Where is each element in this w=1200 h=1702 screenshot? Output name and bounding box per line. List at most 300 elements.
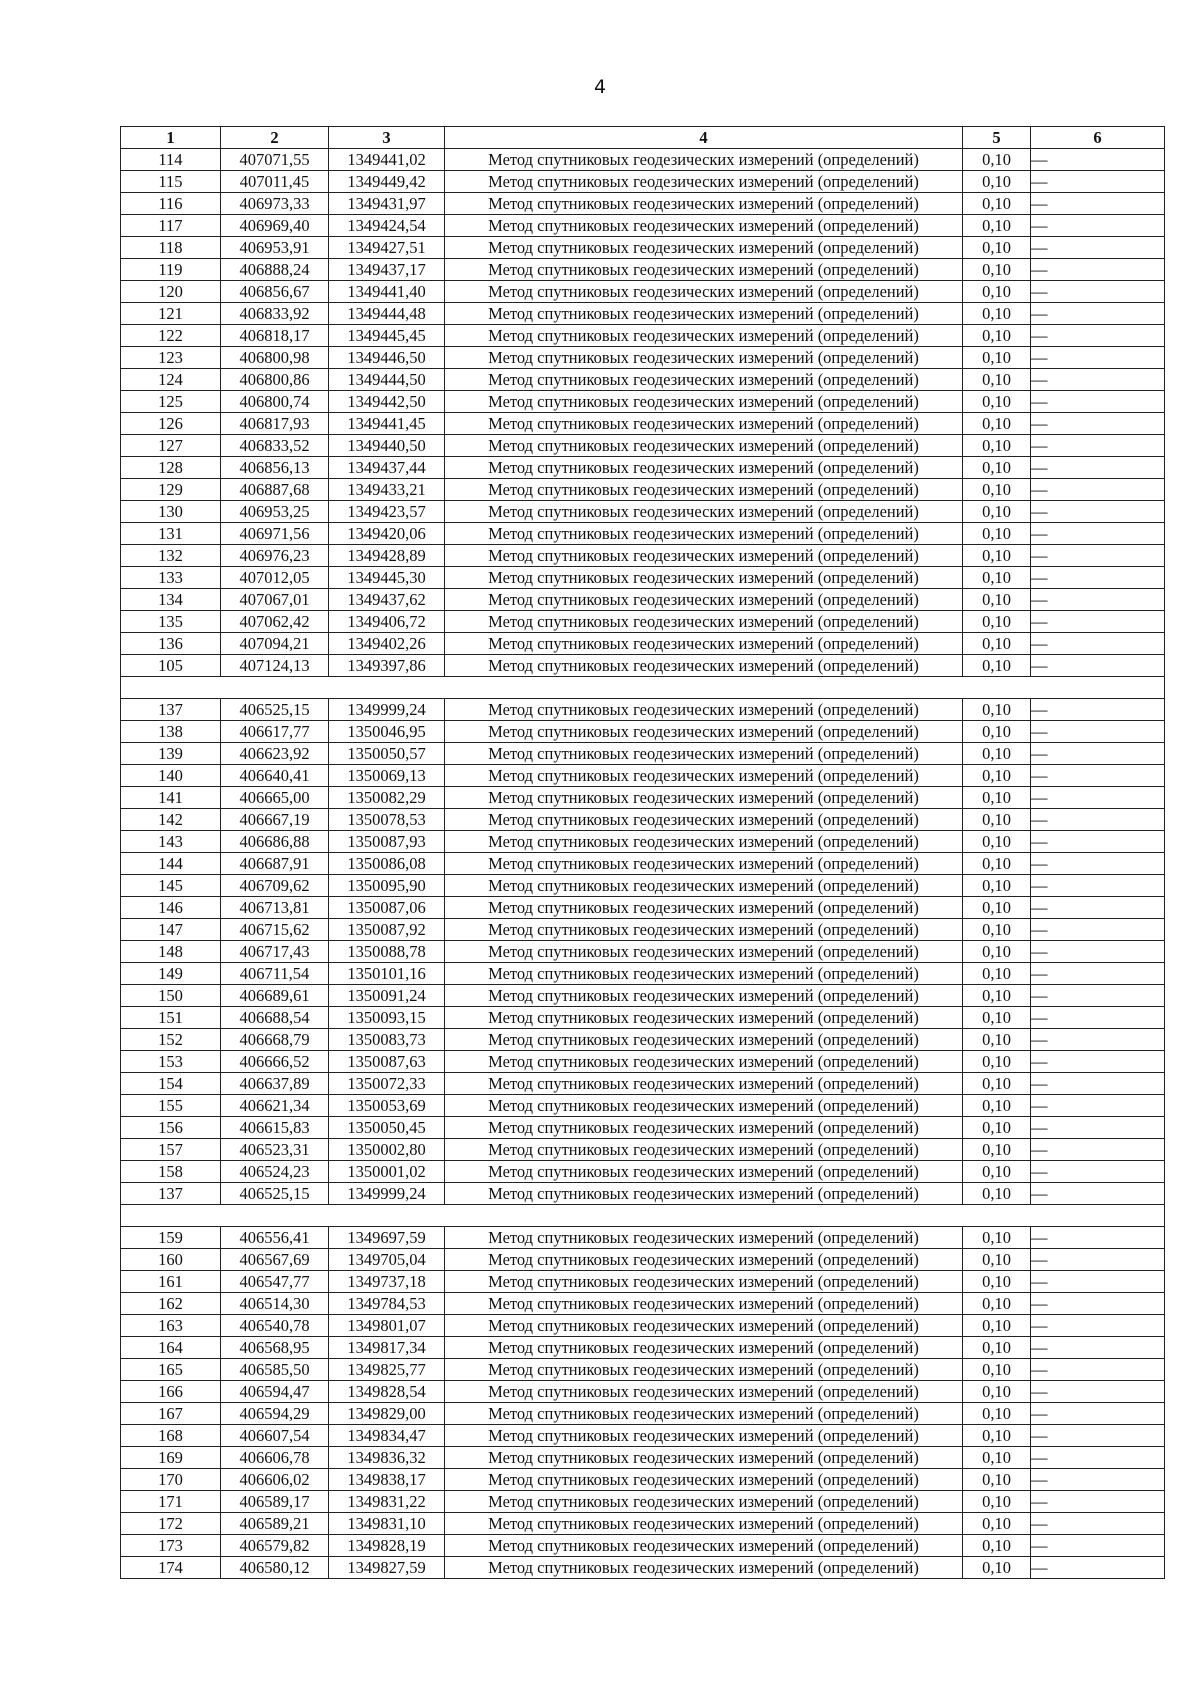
- precision-cell: 0,10: [963, 1139, 1031, 1161]
- table-row: [121, 1337, 1165, 1359]
- method-cell: Метод спутниковых геодезических измерений (определений): [445, 479, 963, 501]
- point-number-cell: 166: [121, 1381, 221, 1403]
- point-number-cell: 123: [121, 347, 221, 369]
- x-coordinate-cell: 406973,33: [221, 193, 329, 215]
- method-cell: Метод спутниковых геодезических измерений (определений): [445, 149, 963, 171]
- x-coordinate-cell: 407062,42: [221, 611, 329, 633]
- y-coordinate-cell: 1349423,57: [329, 501, 445, 523]
- x-coordinate-cell: 406556,41: [221, 1227, 329, 1249]
- method-cell: Метод спутниковых геодезических измерений (определений): [445, 743, 963, 765]
- description-cell: —: [1031, 1183, 1165, 1205]
- separator-cell: [121, 1205, 1165, 1227]
- method-cell: Метод спутниковых геодезических измерений (определений): [445, 171, 963, 193]
- x-coordinate-cell: 407124,13: [221, 655, 329, 677]
- precision-cell: 0,10: [963, 831, 1031, 853]
- description-cell: —: [1031, 743, 1165, 765]
- method-cell: Метод спутниковых геодезических измерений (определений): [445, 1447, 963, 1469]
- point-number-cell: 126: [121, 413, 221, 435]
- point-number-cell: 129: [121, 479, 221, 501]
- point-number-cell: 115: [121, 171, 221, 193]
- y-coordinate-cell: 1349397,86: [329, 655, 445, 677]
- x-coordinate-cell: 406687,91: [221, 853, 329, 875]
- description-cell: —: [1031, 1271, 1165, 1293]
- precision-cell: 0,10: [963, 1491, 1031, 1513]
- precision-cell: 0,10: [963, 721, 1031, 743]
- precision-cell: 0,10: [963, 1513, 1031, 1535]
- x-coordinate-cell: 406667,19: [221, 809, 329, 831]
- precision-cell: 0,10: [963, 853, 1031, 875]
- table-row: [121, 149, 1165, 171]
- method-cell: Метод спутниковых геодезических измерений (определений): [445, 875, 963, 897]
- description-cell: —: [1031, 633, 1165, 655]
- y-coordinate-cell: 1350088,78: [329, 941, 445, 963]
- point-number-cell: 139: [121, 743, 221, 765]
- x-coordinate-cell: 406689,61: [221, 985, 329, 1007]
- x-coordinate-cell: 406971,56: [221, 523, 329, 545]
- precision-cell: 0,10: [963, 1227, 1031, 1249]
- point-number-cell: 134: [121, 589, 221, 611]
- precision-cell: 0,10: [963, 633, 1031, 655]
- y-coordinate-cell: 1349442,50: [329, 391, 445, 413]
- method-cell: Метод спутниковых геодезических измерений (определений): [445, 1161, 963, 1183]
- point-number-cell: 121: [121, 303, 221, 325]
- description-cell: —: [1031, 237, 1165, 259]
- point-number-cell: 147: [121, 919, 221, 941]
- description-cell: —: [1031, 391, 1165, 413]
- description-cell: —: [1031, 699, 1165, 721]
- table-row: [121, 1381, 1165, 1403]
- description-cell: —: [1031, 589, 1165, 611]
- x-coordinate-cell: 406524,23: [221, 1161, 329, 1183]
- table-row: [121, 479, 1165, 501]
- method-cell: Метод спутниковых геодезических измерений (определений): [445, 919, 963, 941]
- x-coordinate-cell: 407012,05: [221, 567, 329, 589]
- point-number-cell: 165: [121, 1359, 221, 1381]
- precision-cell: 0,10: [963, 655, 1031, 677]
- x-coordinate-cell: 406606,02: [221, 1469, 329, 1491]
- table-row: [121, 941, 1165, 963]
- point-number-cell: 172: [121, 1513, 221, 1535]
- coordinates-table: [120, 126, 1165, 1579]
- method-cell: Метод спутниковых геодезических измерений (определений): [445, 1425, 963, 1447]
- y-coordinate-cell: 1349999,24: [329, 1183, 445, 1205]
- method-cell: Метод спутниковых геодезических измерений (определений): [445, 1491, 963, 1513]
- description-cell: —: [1031, 303, 1165, 325]
- y-coordinate-cell: 1350053,69: [329, 1095, 445, 1117]
- description-cell: —: [1031, 655, 1165, 677]
- description-cell: —: [1031, 897, 1165, 919]
- method-cell: Метод спутниковых геодезических измерений (определений): [445, 809, 963, 831]
- point-number-cell: 130: [121, 501, 221, 523]
- y-coordinate-cell: 1349445,45: [329, 325, 445, 347]
- y-coordinate-cell: 1349437,17: [329, 259, 445, 281]
- method-cell: Метод спутниковых геодезических измерений (определений): [445, 1535, 963, 1557]
- method-cell: Метод спутниковых геодезических измерений (определений): [445, 435, 963, 457]
- precision-cell: 0,10: [963, 941, 1031, 963]
- precision-cell: 0,10: [963, 1381, 1031, 1403]
- precision-cell: 0,10: [963, 501, 1031, 523]
- precision-cell: 0,10: [963, 215, 1031, 237]
- point-number-cell: 124: [121, 369, 221, 391]
- description-cell: —: [1031, 457, 1165, 479]
- method-cell: Метод спутниковых геодезических измерений (определений): [445, 325, 963, 347]
- point-number-cell: 137: [121, 1183, 221, 1205]
- method-cell: Метод спутниковых геодезических измерений (определений): [445, 1469, 963, 1491]
- precision-cell: 0,10: [963, 457, 1031, 479]
- table-row: [121, 215, 1165, 237]
- table-row: [121, 853, 1165, 875]
- x-coordinate-cell: 406621,34: [221, 1095, 329, 1117]
- precision-cell: 0,10: [963, 1425, 1031, 1447]
- x-coordinate-cell: 406715,62: [221, 919, 329, 941]
- method-cell: Метод спутниковых геодезических измерений (определений): [445, 1249, 963, 1271]
- x-coordinate-cell: 406800,86: [221, 369, 329, 391]
- description-cell: —: [1031, 523, 1165, 545]
- precision-cell: 0,10: [963, 743, 1031, 765]
- table-row: [121, 237, 1165, 259]
- method-cell: Метод спутниковых геодезических измерений (определений): [445, 391, 963, 413]
- y-coordinate-cell: 1349444,50: [329, 369, 445, 391]
- description-cell: —: [1031, 809, 1165, 831]
- method-cell: Метод спутниковых геодезических измерений (определений): [445, 1315, 963, 1337]
- method-cell: Метод спутниковых геодезических измерений (определений): [445, 985, 963, 1007]
- table-row: [121, 611, 1165, 633]
- y-coordinate-cell: 1349836,32: [329, 1447, 445, 1469]
- point-number-cell: 117: [121, 215, 221, 237]
- method-cell: Метод спутниковых геодезических измерений (определений): [445, 193, 963, 215]
- x-coordinate-cell: 406589,21: [221, 1513, 329, 1535]
- table-row: [121, 435, 1165, 457]
- description-cell: —: [1031, 1557, 1165, 1579]
- table-row: [121, 589, 1165, 611]
- x-coordinate-cell: 406579,82: [221, 1535, 329, 1557]
- precision-cell: 0,10: [963, 1007, 1031, 1029]
- y-coordinate-cell: 1350087,92: [329, 919, 445, 941]
- description-cell: —: [1031, 1425, 1165, 1447]
- table-row: [121, 1117, 1165, 1139]
- description-cell: —: [1031, 1315, 1165, 1337]
- y-coordinate-cell: 1350002,80: [329, 1139, 445, 1161]
- point-number-cell: 114: [121, 149, 221, 171]
- x-coordinate-cell: 406640,41: [221, 765, 329, 787]
- precision-cell: 0,10: [963, 237, 1031, 259]
- y-coordinate-cell: 1349406,72: [329, 611, 445, 633]
- table-row: [121, 303, 1165, 325]
- precision-cell: 0,10: [963, 1029, 1031, 1051]
- precision-cell: 0,10: [963, 303, 1031, 325]
- table-row: [121, 809, 1165, 831]
- table-row: [121, 787, 1165, 809]
- point-number-cell: 119: [121, 259, 221, 281]
- method-cell: Метод спутниковых геодезических измерений (определений): [445, 1073, 963, 1095]
- y-coordinate-cell: 1349834,47: [329, 1425, 445, 1447]
- table-row: [121, 1249, 1165, 1271]
- description-cell: —: [1031, 1139, 1165, 1161]
- precision-cell: 0,10: [963, 1337, 1031, 1359]
- y-coordinate-cell: 1349446,50: [329, 347, 445, 369]
- description-cell: —: [1031, 1513, 1165, 1535]
- table-row: [121, 1491, 1165, 1513]
- table-row: [121, 699, 1165, 721]
- description-cell: —: [1031, 1007, 1165, 1029]
- method-cell: Метод спутниковых геодезических измерений (определений): [445, 655, 963, 677]
- point-number-cell: 143: [121, 831, 221, 853]
- point-number-cell: 163: [121, 1315, 221, 1337]
- table-row: [121, 1095, 1165, 1117]
- y-coordinate-cell: 1349437,44: [329, 457, 445, 479]
- method-cell: Метод спутниковых геодезических измерений (определений): [445, 941, 963, 963]
- section-separator-row: [121, 677, 1165, 699]
- table-row: [121, 1227, 1165, 1249]
- table-row: [121, 1557, 1165, 1579]
- method-cell: Метод спутниковых геодезических измерений (определений): [445, 721, 963, 743]
- point-number-cell: 170: [121, 1469, 221, 1491]
- precision-cell: 0,10: [963, 875, 1031, 897]
- y-coordinate-cell: 1349440,50: [329, 435, 445, 457]
- table-row: [121, 1007, 1165, 1029]
- precision-cell: 0,10: [963, 919, 1031, 941]
- description-cell: —: [1031, 325, 1165, 347]
- table-row: [121, 325, 1165, 347]
- point-number-cell: 146: [121, 897, 221, 919]
- table-row: [121, 501, 1165, 523]
- y-coordinate-cell: 1349838,17: [329, 1469, 445, 1491]
- point-number-cell: 131: [121, 523, 221, 545]
- y-coordinate-cell: 1349441,40: [329, 281, 445, 303]
- point-number-cell: 145: [121, 875, 221, 897]
- point-number-cell: 150: [121, 985, 221, 1007]
- description-cell: —: [1031, 545, 1165, 567]
- description-cell: —: [1031, 985, 1165, 1007]
- precision-cell: 0,10: [963, 1557, 1031, 1579]
- header-col-1: 1: [121, 127, 221, 149]
- method-cell: Метод спутниковых геодезических измерений (определений): [445, 831, 963, 853]
- y-coordinate-cell: 1349825,77: [329, 1359, 445, 1381]
- table-row: [121, 897, 1165, 919]
- y-coordinate-cell: 1350086,08: [329, 853, 445, 875]
- table-row: [121, 457, 1165, 479]
- method-cell: Метод спутниковых геодезических измерений (определений): [445, 1117, 963, 1139]
- method-cell: Метод спутниковых геодезических измерений (определений): [445, 215, 963, 237]
- y-coordinate-cell: 1350087,63: [329, 1051, 445, 1073]
- description-cell: —: [1031, 853, 1165, 875]
- precision-cell: 0,10: [963, 435, 1031, 457]
- description-cell: —: [1031, 479, 1165, 501]
- point-number-cell: 156: [121, 1117, 221, 1139]
- description-cell: —: [1031, 1051, 1165, 1073]
- table-row: [121, 567, 1165, 589]
- precision-cell: 0,10: [963, 765, 1031, 787]
- point-number-cell: 169: [121, 1447, 221, 1469]
- description-cell: —: [1031, 1337, 1165, 1359]
- x-coordinate-cell: 406585,50: [221, 1359, 329, 1381]
- y-coordinate-cell: 1350001,02: [329, 1161, 445, 1183]
- precision-cell: 0,10: [963, 171, 1031, 193]
- description-cell: —: [1031, 1293, 1165, 1315]
- x-coordinate-cell: 406818,17: [221, 325, 329, 347]
- header-col-6: 6: [1031, 127, 1165, 149]
- precision-cell: 0,10: [963, 193, 1031, 215]
- description-cell: —: [1031, 215, 1165, 237]
- table-row: [121, 831, 1165, 853]
- precision-cell: 0,10: [963, 1161, 1031, 1183]
- x-coordinate-cell: 406540,78: [221, 1315, 329, 1337]
- method-cell: Метод спутниковых геодезических измерений (определений): [445, 1557, 963, 1579]
- description-cell: —: [1031, 721, 1165, 743]
- description-cell: —: [1031, 831, 1165, 853]
- description-cell: —: [1031, 875, 1165, 897]
- x-coordinate-cell: 406606,78: [221, 1447, 329, 1469]
- method-cell: Метод спутниковых геодезических измерений (определений): [445, 633, 963, 655]
- precision-cell: 0,10: [963, 523, 1031, 545]
- x-coordinate-cell: 406856,13: [221, 457, 329, 479]
- method-cell: Метод спутниковых геодезических измерений (определений): [445, 853, 963, 875]
- precision-cell: 0,10: [963, 149, 1031, 171]
- separator-cell: [121, 677, 1165, 699]
- method-cell: Метод спутниковых геодезических измерений (определений): [445, 1029, 963, 1051]
- description-cell: —: [1031, 1381, 1165, 1403]
- y-coordinate-cell: 1350078,53: [329, 809, 445, 831]
- point-number-cell: 168: [121, 1425, 221, 1447]
- table-row: [121, 347, 1165, 369]
- description-cell: —: [1031, 787, 1165, 809]
- precision-cell: 0,10: [963, 1403, 1031, 1425]
- y-coordinate-cell: 1350046,95: [329, 721, 445, 743]
- y-coordinate-cell: 1349737,18: [329, 1271, 445, 1293]
- section-separator-row: [121, 1205, 1165, 1227]
- description-cell: —: [1031, 413, 1165, 435]
- precision-cell: 0,10: [963, 699, 1031, 721]
- precision-cell: 0,10: [963, 1293, 1031, 1315]
- description-cell: —: [1031, 171, 1165, 193]
- x-coordinate-cell: 406800,74: [221, 391, 329, 413]
- x-coordinate-cell: 406514,30: [221, 1293, 329, 1315]
- method-cell: Метод спутниковых геодезических измерений (определений): [445, 1095, 963, 1117]
- method-cell: Метод спутниковых геодезических измерений (определений): [445, 699, 963, 721]
- point-number-cell: 174: [121, 1557, 221, 1579]
- description-cell: —: [1031, 919, 1165, 941]
- table-row: [121, 743, 1165, 765]
- precision-cell: 0,10: [963, 325, 1031, 347]
- point-number-cell: 151: [121, 1007, 221, 1029]
- point-number-cell: 154: [121, 1073, 221, 1095]
- x-coordinate-cell: 406888,24: [221, 259, 329, 281]
- page-number: 4: [593, 76, 607, 98]
- method-cell: Метод спутниковых геодезических измерений (определений): [445, 589, 963, 611]
- y-coordinate-cell: 1349445,30: [329, 567, 445, 589]
- x-coordinate-cell: 406567,69: [221, 1249, 329, 1271]
- precision-cell: 0,10: [963, 1095, 1031, 1117]
- table-row: [121, 985, 1165, 1007]
- table-row: [121, 721, 1165, 743]
- x-coordinate-cell: 406953,25: [221, 501, 329, 523]
- point-number-cell: 128: [121, 457, 221, 479]
- method-cell: Метод спутниковых геодезических измерений (определений): [445, 369, 963, 391]
- x-coordinate-cell: 406817,93: [221, 413, 329, 435]
- y-coordinate-cell: 1349828,19: [329, 1535, 445, 1557]
- y-coordinate-cell: 1349705,04: [329, 1249, 445, 1271]
- table-row: [121, 171, 1165, 193]
- method-cell: Метод спутниковых геодезических измерений (определений): [445, 457, 963, 479]
- table-row: [121, 1029, 1165, 1051]
- precision-cell: 0,10: [963, 985, 1031, 1007]
- description-cell: —: [1031, 963, 1165, 985]
- x-coordinate-cell: 406594,47: [221, 1381, 329, 1403]
- table-row: [121, 963, 1165, 985]
- method-cell: Метод спутниковых геодезических измерений (определений): [445, 1139, 963, 1161]
- precision-cell: 0,10: [963, 1447, 1031, 1469]
- header-col-2: 2: [221, 127, 329, 149]
- x-coordinate-cell: 406637,89: [221, 1073, 329, 1095]
- y-coordinate-cell: 1350050,57: [329, 743, 445, 765]
- x-coordinate-cell: 406833,52: [221, 435, 329, 457]
- description-cell: —: [1031, 193, 1165, 215]
- y-coordinate-cell: 1349444,48: [329, 303, 445, 325]
- point-number-cell: 125: [121, 391, 221, 413]
- precision-cell: 0,10: [963, 1469, 1031, 1491]
- point-number-cell: 173: [121, 1535, 221, 1557]
- precision-cell: 0,10: [963, 545, 1031, 567]
- table-row: [121, 369, 1165, 391]
- precision-cell: 0,10: [963, 479, 1031, 501]
- table-row: [121, 1315, 1165, 1337]
- table-row: [121, 1139, 1165, 1161]
- method-cell: Метод спутниковых геодезических измерений (определений): [445, 963, 963, 985]
- table-row: [121, 1271, 1165, 1293]
- point-number-cell: 132: [121, 545, 221, 567]
- precision-cell: 0,10: [963, 1073, 1031, 1095]
- description-cell: —: [1031, 1073, 1165, 1095]
- table-row: [121, 1359, 1165, 1381]
- precision-cell: 0,10: [963, 369, 1031, 391]
- y-coordinate-cell: 1350093,15: [329, 1007, 445, 1029]
- description-cell: —: [1031, 765, 1165, 787]
- table-row: [121, 193, 1165, 215]
- x-coordinate-cell: 406547,77: [221, 1271, 329, 1293]
- point-number-cell: 152: [121, 1029, 221, 1051]
- y-coordinate-cell: 1349424,54: [329, 215, 445, 237]
- x-coordinate-cell: 406709,62: [221, 875, 329, 897]
- x-coordinate-cell: 406525,15: [221, 699, 329, 721]
- y-coordinate-cell: 1349428,89: [329, 545, 445, 567]
- description-cell: —: [1031, 1469, 1165, 1491]
- x-coordinate-cell: 406688,54: [221, 1007, 329, 1029]
- x-coordinate-cell: 406607,54: [221, 1425, 329, 1447]
- description-cell: —: [1031, 1403, 1165, 1425]
- table-row: [121, 919, 1165, 941]
- point-number-cell: 167: [121, 1403, 221, 1425]
- point-number-cell: 155: [121, 1095, 221, 1117]
- point-number-cell: 158: [121, 1161, 221, 1183]
- precision-cell: 0,10: [963, 1315, 1031, 1337]
- y-coordinate-cell: 1349829,00: [329, 1403, 445, 1425]
- point-number-cell: 142: [121, 809, 221, 831]
- point-number-cell: 153: [121, 1051, 221, 1073]
- table-row: [121, 391, 1165, 413]
- method-cell: Метод спутниковых геодезических измерений (определений): [445, 1337, 963, 1359]
- x-coordinate-cell: 406665,00: [221, 787, 329, 809]
- point-number-cell: 144: [121, 853, 221, 875]
- x-coordinate-cell: 407071,55: [221, 149, 329, 171]
- description-cell: —: [1031, 1029, 1165, 1051]
- table-row: [121, 765, 1165, 787]
- y-coordinate-cell: 1349431,97: [329, 193, 445, 215]
- point-number-cell: 160: [121, 1249, 221, 1271]
- precision-cell: 0,10: [963, 589, 1031, 611]
- x-coordinate-cell: 406976,23: [221, 545, 329, 567]
- y-coordinate-cell: 1350087,06: [329, 897, 445, 919]
- point-number-cell: 118: [121, 237, 221, 259]
